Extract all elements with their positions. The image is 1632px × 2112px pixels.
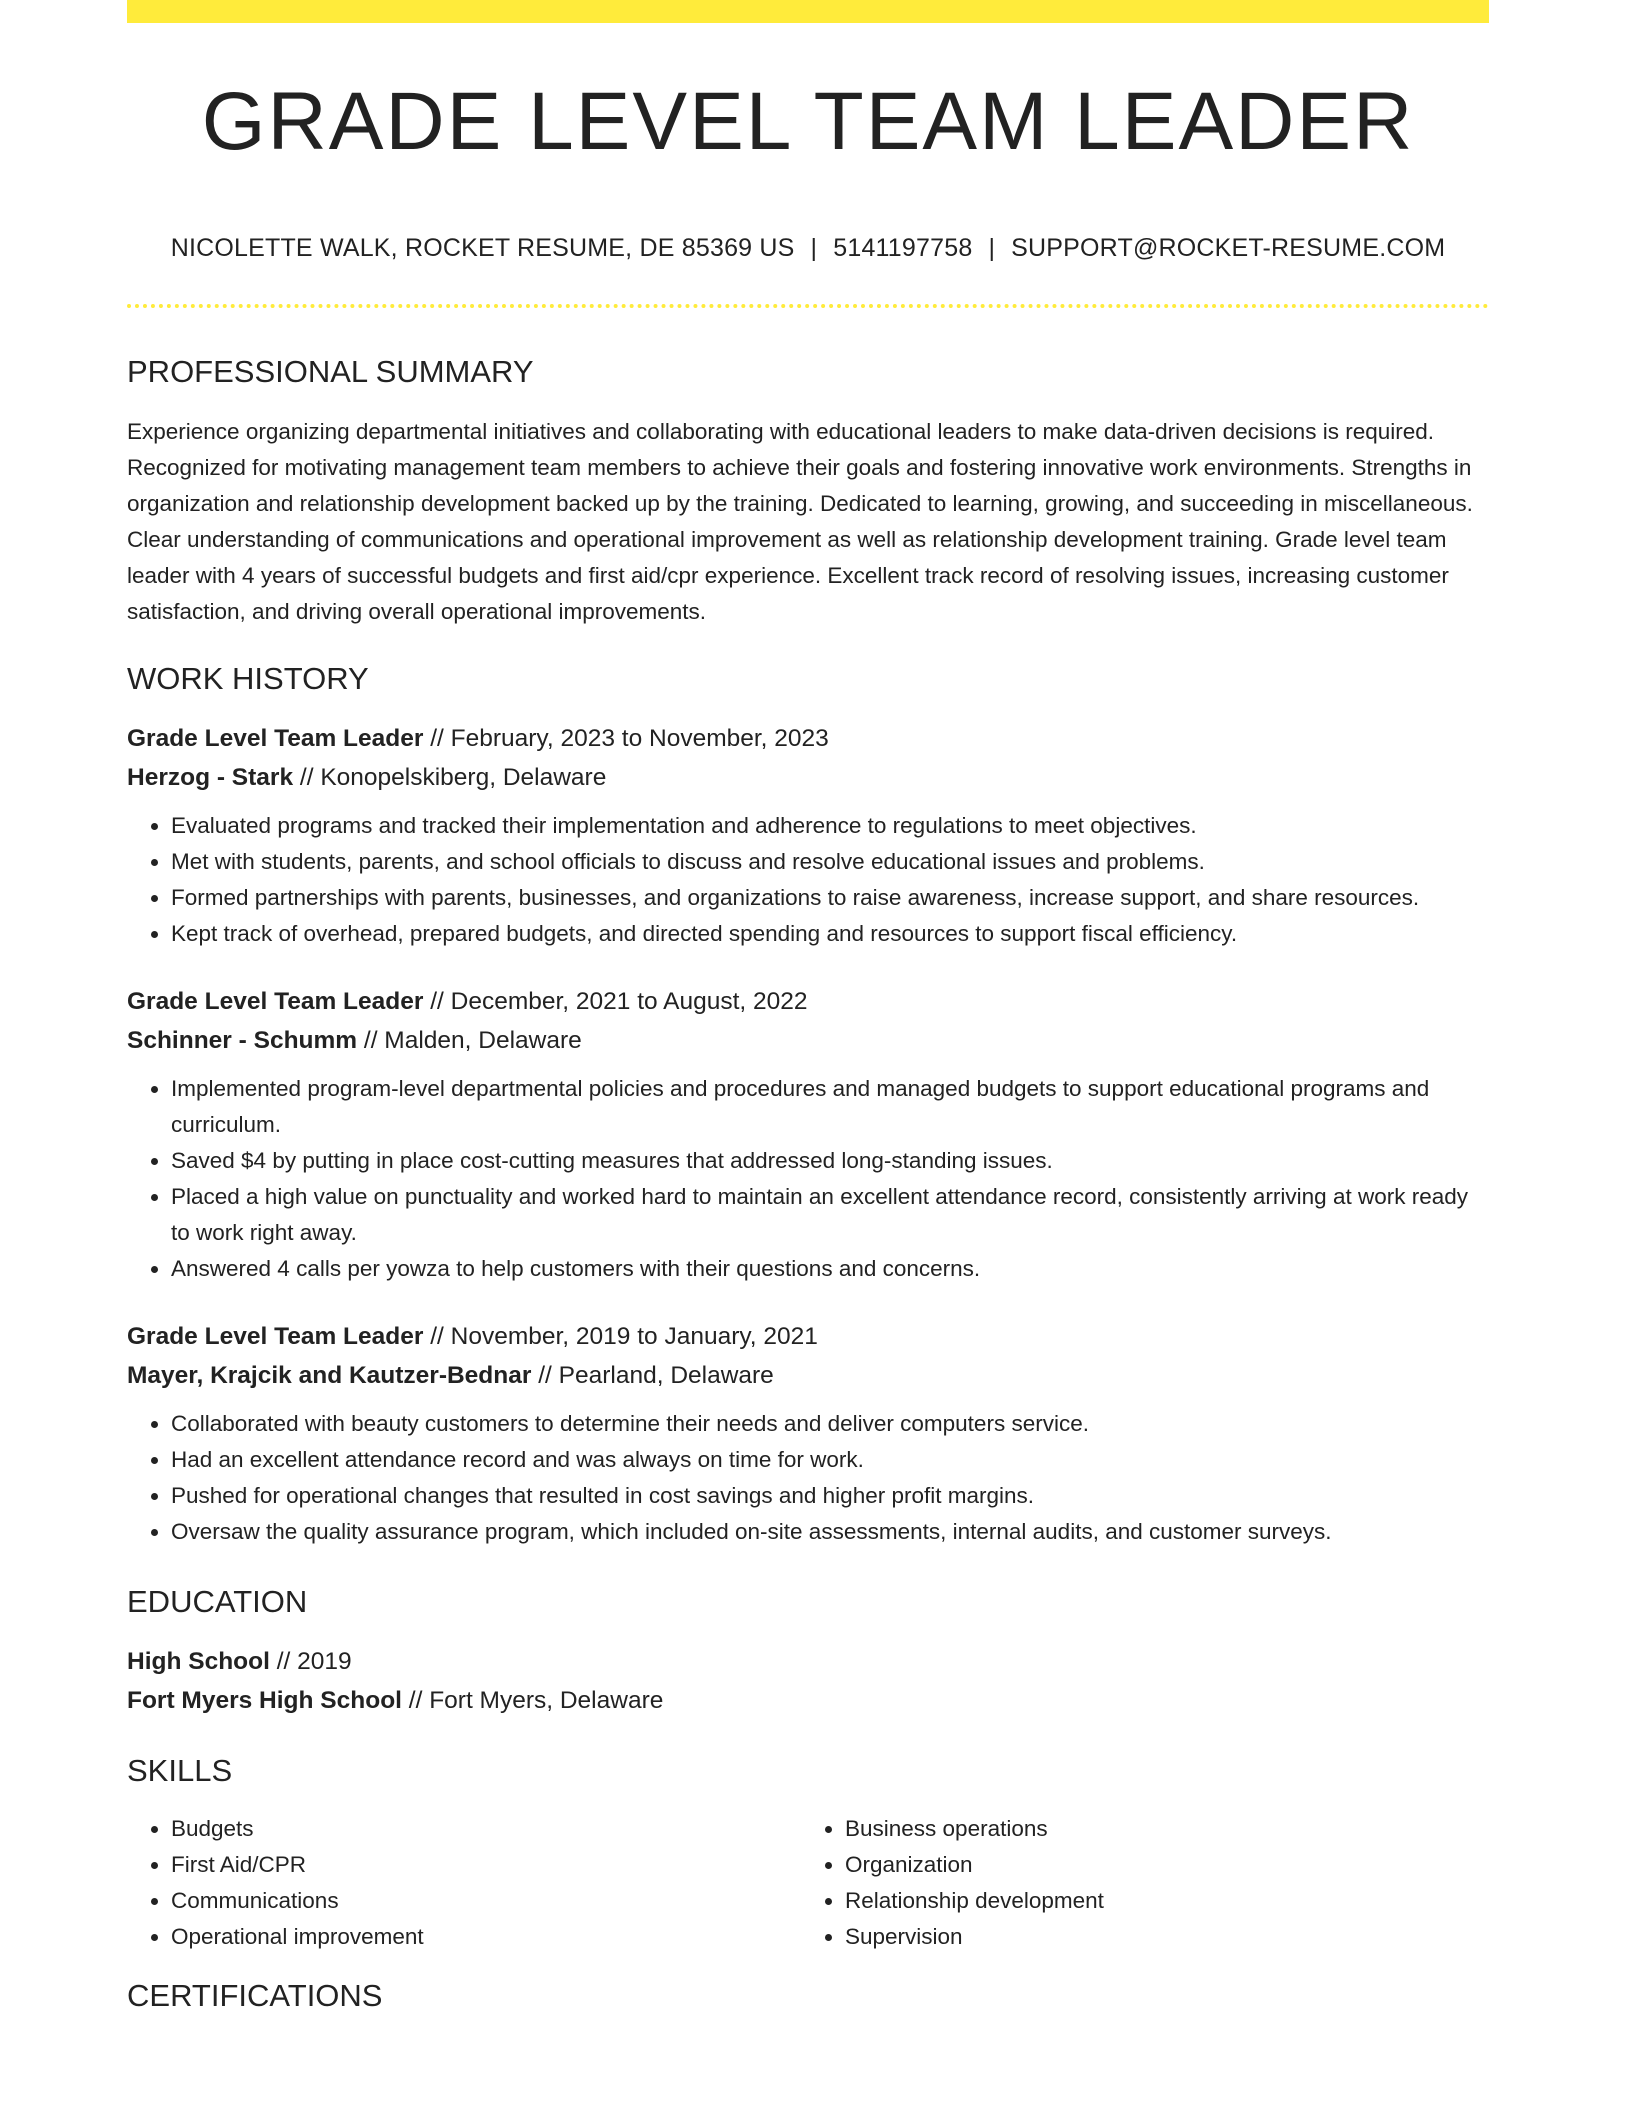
- job-title-line: [127, 982, 1489, 1021]
- contact-phone: 5141197758: [833, 234, 973, 262]
- skill-item: • Organization: [845, 1847, 1475, 1883]
- skill-item: • Communications: [171, 1883, 801, 1919]
- skills-column-right: [801, 1811, 1475, 1955]
- contact-line: [127, 235, 1489, 263]
- work-history-heading: WORK HISTORY: [127, 660, 369, 696]
- education-entry: [127, 1642, 1489, 1720]
- job-location: // Malden, Delaware: [357, 1026, 582, 1054]
- job-location: // Pearland, Delaware: [531, 1361, 774, 1389]
- summary-heading: PROFESSIONAL SUMMARY: [127, 353, 534, 389]
- skill-item: • Operational improvement: [171, 1919, 801, 1955]
- job-bullet: • Evaluated programs and tracked their implementation and adherence to regulations to meet objectives.: [171, 808, 1489, 844]
- job-company: Herzog - Stark: [127, 763, 294, 791]
- job-bullet: • Met with students, parents, and school officials to discuss and resolve educational issues and problems.: [171, 844, 1489, 880]
- job-title-line: [127, 719, 1489, 758]
- skill-item: • Relationship development: [845, 1883, 1475, 1919]
- job-bullet: • Implemented program-level departmental policies and procedures and managed budgets to support educational programs and curriculum.: [171, 1071, 1489, 1143]
- job-dates: // February, 2023 to November, 2023: [423, 724, 829, 752]
- job-bullet: • Answered 4 calls per yowza to help customers with their questions and concerns.: [171, 1251, 1489, 1287]
- job-entry: [127, 1317, 1489, 1550]
- resume-page: [127, 0, 1489, 2014]
- job-bullet: • Oversaw the quality assurance program, which included on-site assessments, internal audits, and customer surveys.: [171, 1514, 1489, 1550]
- education-school: Fort Myers High School: [127, 1687, 402, 1715]
- job-bullets: [127, 1406, 1489, 1550]
- skill-item: • Supervision: [845, 1919, 1475, 1955]
- education-degree: High School: [127, 1648, 270, 1676]
- top-accent-bar: [127, 0, 1489, 23]
- skill-item: • Budgets: [171, 1811, 801, 1847]
- job-company: Mayer, Krajcik and Kautzer-Bednar: [127, 1361, 532, 1389]
- job-bullet: • Collaborated with beauty customers to determine their needs and deliver computers service.: [171, 1406, 1489, 1442]
- job-position: Grade Level Team Leader: [127, 1322, 424, 1350]
- education-degree-line: [127, 1642, 1489, 1681]
- job-dates: // December, 2021 to August, 2022: [423, 987, 808, 1015]
- job-entry: [127, 982, 1489, 1287]
- job-position: Grade Level Team Leader: [127, 724, 424, 752]
- contact-separator: |: [988, 234, 996, 262]
- job-bullets: [127, 1071, 1489, 1287]
- certifications-heading: CERTIFICATIONS: [127, 1978, 383, 2014]
- skills-heading: SKILLS: [127, 1753, 233, 1789]
- job-bullet: • Saved $4 by putting in place cost-cutting measures that addressed long-standing issues.: [171, 1143, 1489, 1179]
- job-bullet: • Formed partnerships with parents, businesses, and organizations to raise awareness, increase support, and share resources.: [171, 880, 1489, 916]
- education-location: // Fort Myers, Delaware: [401, 1687, 664, 1715]
- job-company-line: [127, 1356, 1489, 1395]
- education-year: // 2019: [269, 1648, 352, 1676]
- job-company-line: [127, 1021, 1489, 1060]
- job-entry: [127, 719, 1489, 952]
- job-bullet: • Placed a high value on punctuality and worked hard to maintain an excellent attendance record, consistently arriving at work ready to work right away.: [171, 1179, 1489, 1251]
- skill-item: • First Aid/CPR: [171, 1847, 801, 1883]
- job-bullet: • Had an excellent attendance record and was always on time for work.: [171, 1442, 1489, 1478]
- job-dates: // November, 2019 to January, 2021: [423, 1322, 818, 1350]
- education-heading: EDUCATION: [127, 1583, 308, 1619]
- summary-text: Experience organizing departmental initiatives and collaborating with educational leaders to make data-driven decisions is required. Recognized for motivating management team members to achieve their goals and fostering innovative work environments. Strengths in organization and relationship development backed up by the training. Dedicated to learning, growing, and succeeding in miscellaneous. Clear understanding of communications and operational improvement as well as relationship development training. Grade level team leader with 4 years of successful budgets and first aid/cpr experience. Excellent track record of resolving issues, increasing customer satisfaction, and driving overall operational improvements.: [127, 418, 1473, 624]
- work-history-list: [127, 719, 1489, 1550]
- dotted-divider: [127, 304, 1489, 308]
- job-company: Schinner - Schumm: [127, 1026, 358, 1054]
- skill-item: • Business operations: [845, 1811, 1475, 1847]
- job-company-line: [127, 758, 1489, 797]
- skills-column-left: [127, 1811, 801, 1955]
- job-location: // Konopelskiberg, Delaware: [293, 763, 607, 791]
- contact-email: SUPPORT@ROCKET-RESUME.COM: [1011, 234, 1446, 262]
- job-bullet: • Kept track of overhead, prepared budgets, and directed spending and resources to support fiscal efficiency.: [171, 916, 1489, 952]
- job-bullets: [127, 808, 1489, 952]
- skills-list: [127, 1811, 1489, 1955]
- resume-title: GRADE LEVEL TEAM LEADER: [201, 76, 1415, 167]
- job-title-line: [127, 1317, 1489, 1356]
- education-school-line: [127, 1681, 1489, 1720]
- job-position: Grade Level Team Leader: [127, 987, 424, 1015]
- contact-address: NICOLETTE WALK, ROCKET RESUME, DE 85369 US: [170, 234, 795, 262]
- contact-separator: |: [810, 234, 818, 262]
- job-bullet: • Pushed for operational changes that resulted in cost savings and higher profit margins.: [171, 1478, 1489, 1514]
